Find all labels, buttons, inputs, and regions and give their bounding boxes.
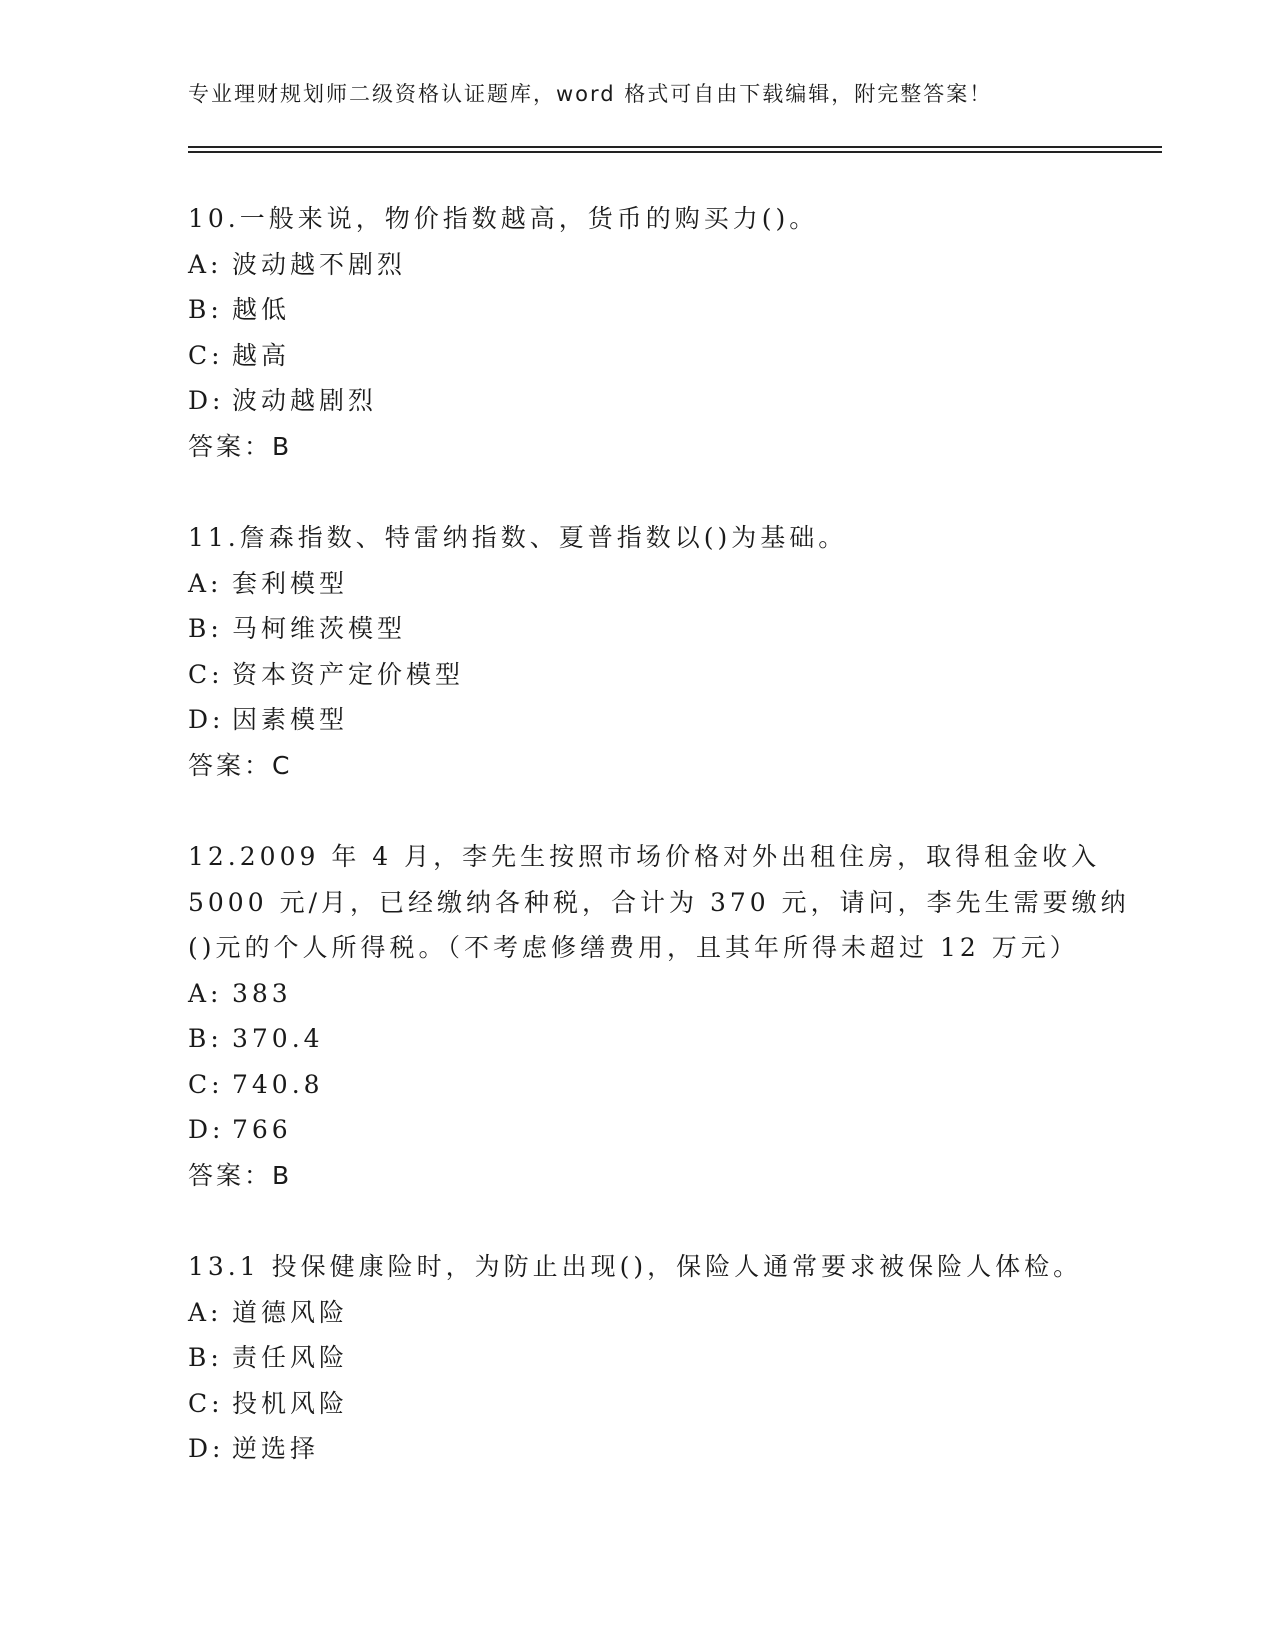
option-c: C: 740.8 [188,1069,324,1099]
question-stem-line-2: 5000 元/月，已经缴纳各种税，合计为 370 元，请问，李先生需要缴纳 [188,887,1130,917]
option-b: B: 越低 [188,295,291,324]
page-header: 专业理财规划师二级资格认证题库，word 格式可自由下载编辑，附完整答案！ [188,82,993,106]
option-c: C: 投机风险 [188,1388,349,1418]
question-stem-line-1: 12.2009 年 4 月，李先生按照市场价格对外出租住房，取得租金收入 [188,842,1101,871]
header-rule-bottom [188,151,1162,153]
option-c: C: 资本资产定价模型 [188,659,465,689]
option-a: A: 波动越不剧烈 [188,249,407,279]
question-stem: 11.詹森指数、特雷纳指数、夏普指数以()为基础。 [188,523,848,552]
question-stem: 13.1 投保健康险时，为防止出现()，保险人通常要求被保险人体检。 [188,1252,1083,1281]
answer-text: 答案：B [188,1160,293,1190]
question-stem: 10.一般来说，物价指数越高，货币的购买力()。 [188,204,819,233]
option-b: B: 370.4 [188,1024,324,1053]
option-c: C: 越高 [188,340,291,370]
question-stem-line-3: ()元的个人所得税。（不考虑修缮费用，且其年所得未超过 12 万元） [188,933,1079,962]
question-10 [188,196,1128,469]
answer-text: 答案：C [188,750,293,780]
option-d: D: 逆选择 [188,1434,320,1463]
option-a: A: 套利模型 [188,568,349,598]
question-12 [188,834,1128,1198]
question-13 [188,1244,1128,1472]
option-d: D: 波动越剧烈 [188,386,378,415]
option-b: B: 责任风险 [188,1343,349,1372]
option-d: D: 因素模型 [188,705,349,734]
question-11 [188,515,1128,788]
answer-text: 答案：B [188,431,293,461]
option-d: D: 766 [188,1115,292,1144]
option-a: A: 383 [188,978,292,1008]
option-a: A: 道德风险 [188,1297,349,1327]
header-rule-top [188,146,1162,148]
option-b: B: 马柯维茨模型 [188,614,407,643]
